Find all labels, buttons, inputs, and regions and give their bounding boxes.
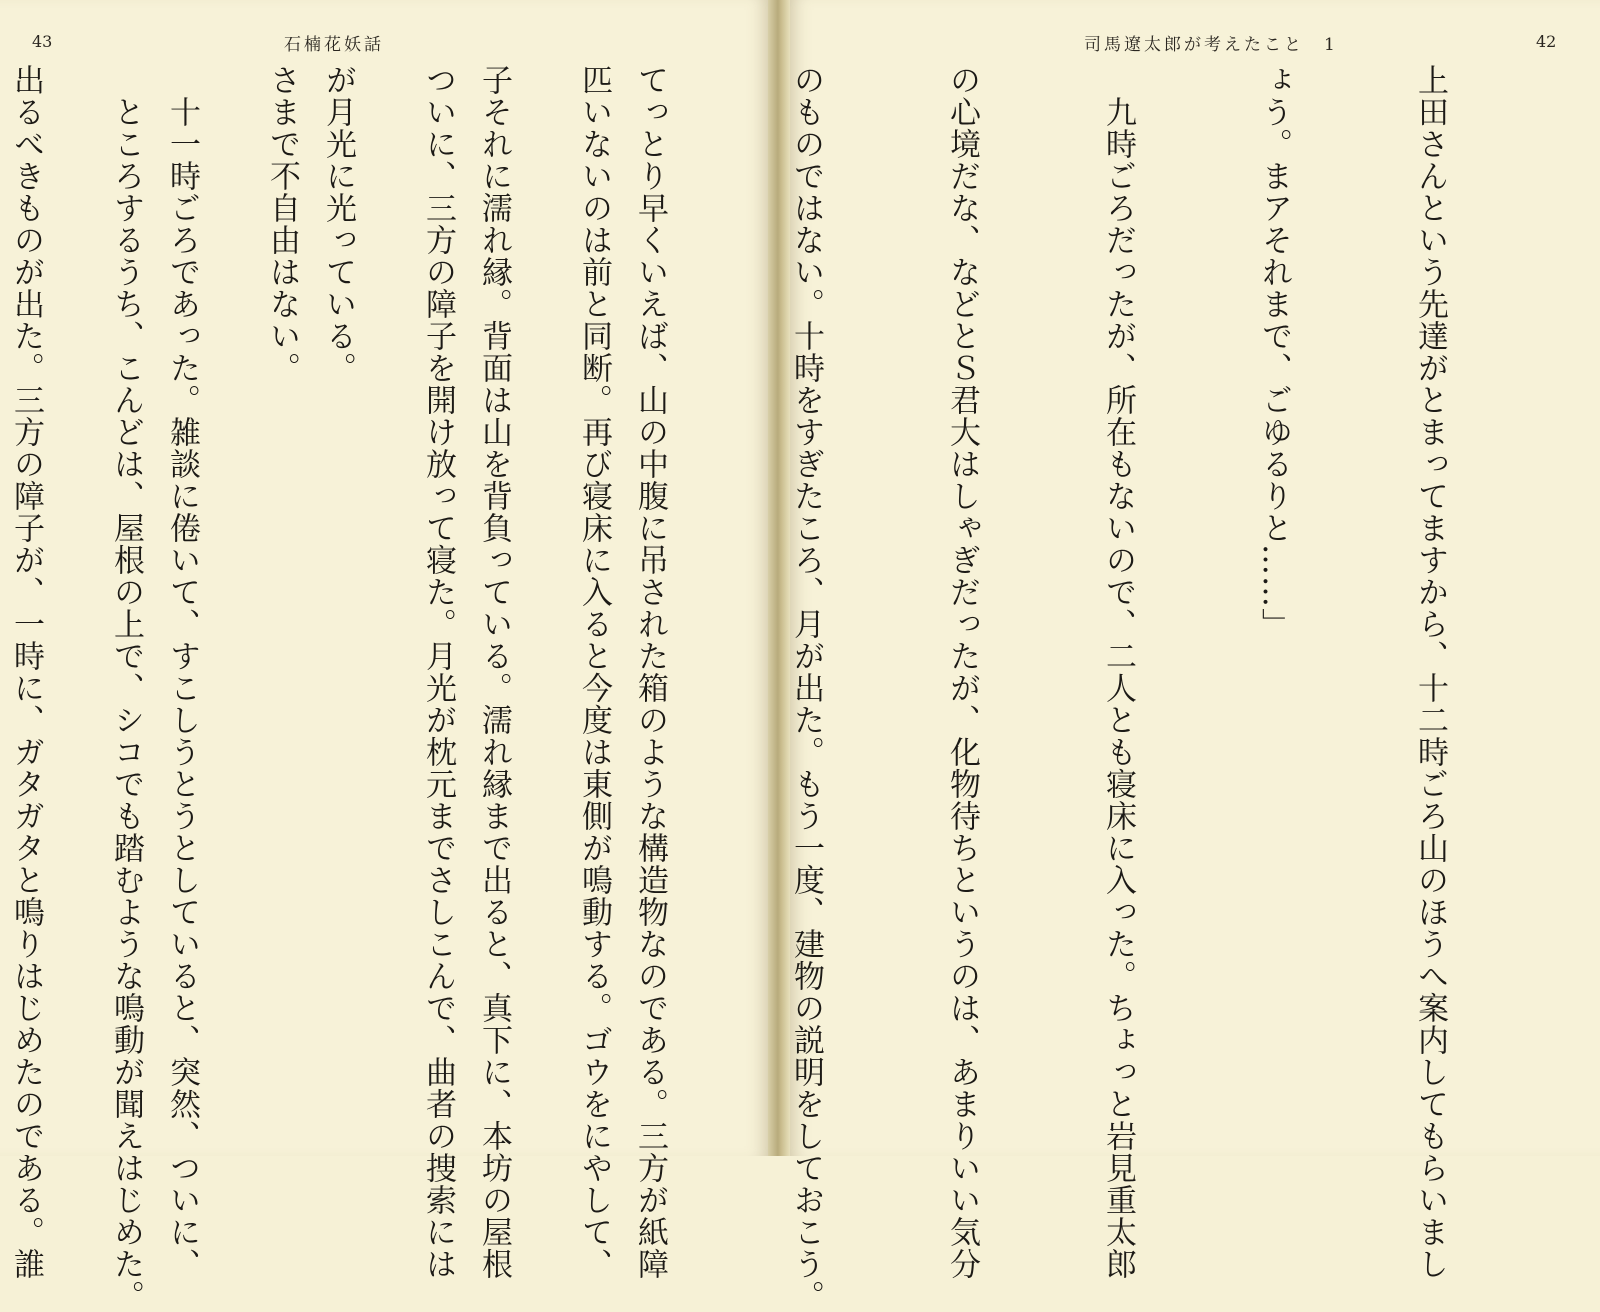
right-running-head: 司馬遼太郎が考えたこと 1: [1084, 35, 1338, 55]
text-column: が月光に光っている。: [320, 64, 356, 384]
text-column: のものではない。十時をすぎたころ、月が出た。もう一度、建物の説明をしておこう。: [788, 64, 824, 1312]
text-column: ところするうち、こんどは、屋根の上で、シコでも踏むような鳴動が聞えはじめた。: [108, 64, 144, 1312]
text-column: ついに、三方の障子を開け放って寝た。月光が枕元までさしこんで、曲者の捜索には: [420, 64, 456, 1280]
text-column: 出るべきものが出た。三方の障子が、一時に、ガタガタと鳴りはじめたのである。誰: [8, 64, 44, 1280]
text-column: ょう。まアそれまで、ごゆるりと……」: [1256, 64, 1292, 640]
text-column: さまで不自由はない。: [264, 64, 300, 384]
text-column: 子それに濡れ縁。背面は山を背負っている。濡れ縁まで出ると、真下に、本坊の屋根: [476, 64, 512, 1280]
text-column: 九時ごろだったが、所在もないので、二人とも寝床に入った。ちょっと岩見重太郎: [1100, 64, 1136, 1280]
text-column: 上田さんという先達がとまってますから、十二時ごろ山のほうへ案内してもらいまし: [1412, 64, 1448, 1280]
text-column: 匹いないのは前と同断。再び寝床に入ると今度は東側が鳴動する。ゴウをにやして、: [576, 64, 612, 1280]
text-column: の心境だな、などとＳ君大はしゃぎだったが、化物待ちというのは、あまりいい気分: [944, 64, 980, 1280]
right-page-number: 42: [1536, 32, 1557, 51]
left-running-head: 石楠花妖話: [284, 35, 384, 55]
text-column: てっとり早くいえば、山の中腹に吊された箱のような構造物なのである。三方が紙障: [632, 64, 668, 1280]
left-page-number: 43: [32, 32, 53, 51]
text-column: 十一時ごろであった。雑談に倦いて、すこしうとうとしていると、突然、ついに、: [164, 64, 200, 1280]
